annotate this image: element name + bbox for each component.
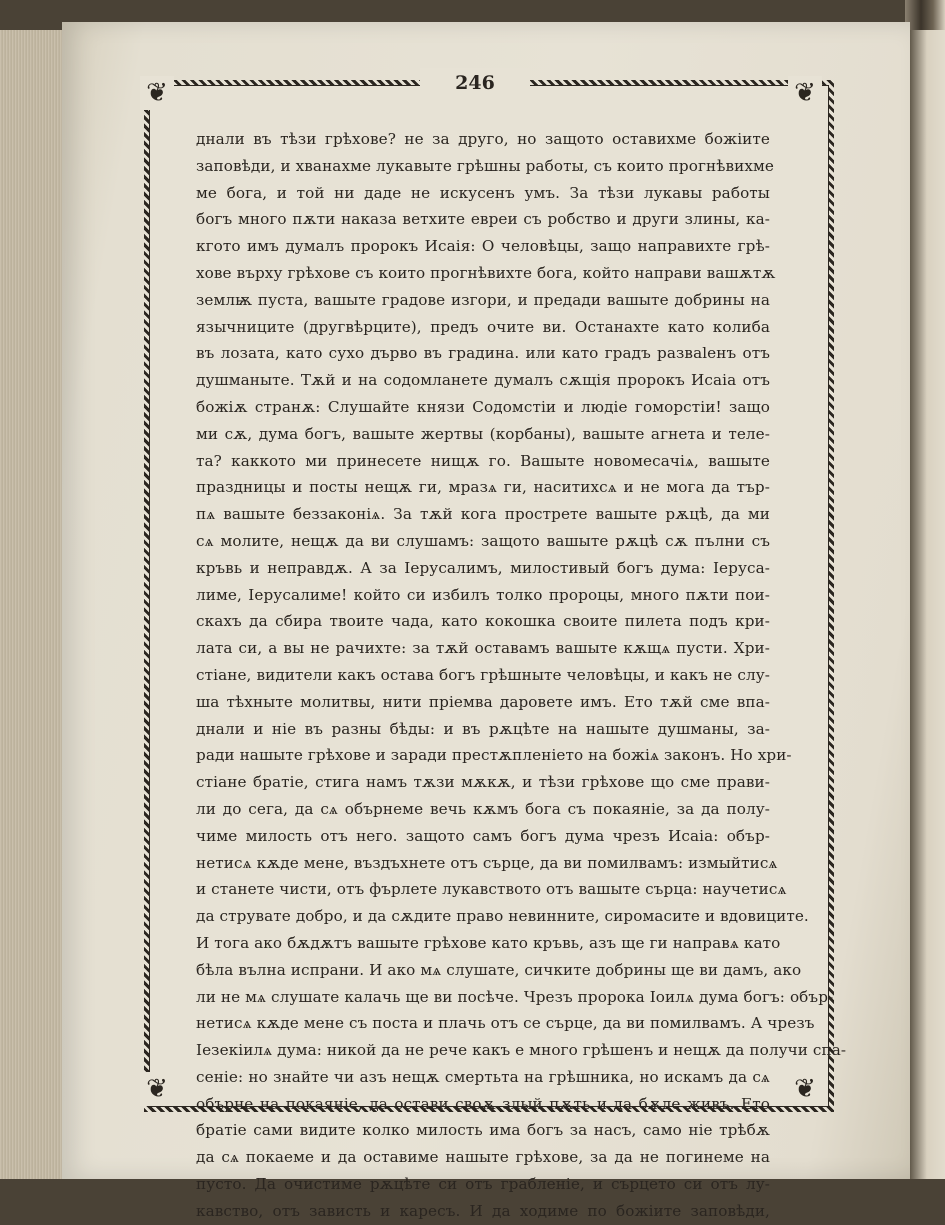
text-line: ли до сега, да сѧ обърнеме вечь кѫмъ бога съ покаяніе, за да полу- [196, 799, 770, 818]
text-line: да струвате добро, и да сѫдите право невинните, сиромасите и вдовиците. [196, 907, 809, 926]
text-line: кавство, отъ зависть и каресъ. И да ходиме по божіите заповѣди, [196, 1201, 770, 1220]
text-line: душманыте. Тѫй и на содомланете думалъ сѫщія пророкъ Исаіа отъ [196, 371, 770, 390]
book-page-edges [0, 30, 70, 1179]
text-line: заповѣди, и хванахме лукавыте грѣшны работы, съ които прогнѣвихме [196, 156, 775, 175]
text-line: братіе сами видите колко милость има богъ за насъ, само ніе трѣбѫ [196, 1121, 770, 1140]
text-line: днали и ніе въ разны бѣды: и въ рѫцѣте на нашыте душманы, за- [196, 719, 770, 738]
page-number: 246 [455, 72, 495, 94]
text-line: бѣла вълна испрани. И ако мѧ слушате, сичките добрины ще ви дамъ, ако [196, 960, 802, 979]
text-line: кгото имъ думалъ пророкъ Исаія: О человѣцы, защо направихте грѣ- [196, 237, 770, 256]
text-line: нетисѧ кѫде мене, въздъхнете отъ сърце, да ви помилвамъ: измыйтисѧ [196, 853, 778, 872]
text-line: язычниците (другвѣрците), предъ очите ви. Останахте като колиба [196, 317, 770, 336]
body-text [196, 126, 847, 1225]
text-line: пѧ вашыте беззаконіѧ. За тѫй кога прострете вашыте рѫцѣ, да ми [196, 505, 770, 524]
text-line: богъ много пѫти наказа ветхите евреи съ робство и други злины, ка- [196, 210, 770, 229]
text-line: ли не мѧ слушате калачь ще ви посѣче. Чрезъ пророка Іоилѧ дума богъ: обър- [196, 987, 834, 1006]
text-line: ми сѫ, дума богъ, вашыте жертвы (корбаны), вашыте агнета и теле- [196, 424, 770, 443]
text-line: лата си, а вы не рачихте: за тѫй оставамъ вашыте кѫщѧ пусти. Хри- [196, 639, 770, 658]
right-page-edge [909, 30, 945, 1179]
text-line: и станете чисти, отъ фърлете лукавството отъ вашыте сърца: научетисѧ [196, 880, 787, 899]
text-line: ме бога, и той ни даде не искусенъ умъ. За тѣзи лукавы работы [196, 183, 770, 202]
text-line: кръвь и неправдѫ. А за Іерусалимъ, милостивый богъ дума: Іеруса- [196, 558, 770, 577]
text-line: сеніе: но знайте чи азъ нещѫ смертьта на грѣшника, но искамъ да сѧ [196, 1067, 770, 1086]
text-line: сѧ молите, нещѫ да ви слушамъ: защото вашыте рѫцѣ сѫ пълни съ [196, 531, 770, 550]
text-line: стіане братіе, стига намъ тѫзи мѫкѫ, и тѣзи грѣхове що сме прави- [196, 773, 770, 792]
text-line: пусто. Да очистиме рѫцѣте си отъ грабленіе, и сърцето си отъ лу- [196, 1175, 770, 1194]
corner-ornament-icon: ❦ [140, 1072, 174, 1106]
text-line: да сѧ покаеме и да оставиме нашыте грѣхове, за да не погинеме на [196, 1148, 770, 1167]
text-line: обърне на покаяніе, да остави своѫ злый пѫть и да бѫде живъ. Ето [196, 1094, 770, 1113]
page-header [420, 68, 530, 98]
corner-ornament-icon: ❦ [788, 76, 822, 110]
text-line: праздницы и посты нещѫ ги, мразѧ ги, наситихсѧ и не мога да тър- [196, 478, 770, 497]
text-line: хове върху грѣхове съ които прогнѣвихте бога, който направи вашѫтѫ [196, 263, 776, 282]
text-line: чиме милость отъ него. защото самъ богъ дума чрезъ Исаіа: обър- [196, 826, 770, 845]
text-line: днали въ тѣзи грѣхове? не за друго, но защото оставихме божіите [196, 130, 770, 148]
corner-ornament-icon: ❦ [140, 76, 174, 110]
text-line: въ лозата, като сухо дърво въ градина. или като градъ развalенъ отъ [196, 344, 770, 363]
text-line: та? каккото ми принесете нищѫ го. Вашыте новомесачіѧ, вашыте [196, 451, 770, 470]
text-line: лиме, Іерусалиме! който си избилъ толко пророцы, много пѫти пои- [196, 585, 770, 604]
text-line: Іезекіилѧ дума: никой да не рече какъ е много грѣшенъ и нещѫ да получи спа- [196, 1041, 847, 1060]
text-line: ради нашыте грѣхове и заради престѫпленіето на божіѧ законъ. Но хри- [196, 746, 792, 765]
corner-ornament-icon: ❦ [788, 1072, 822, 1106]
text-line: И тога ако бѫдѫтъ вашыте грѣхове като кръвь, азъ ще ги направѧ като [196, 933, 781, 952]
text-line: нетисѧ кѫде мене съ поста и плачь отъ се сърце, да ви помилвамъ. А чрезъ [196, 1014, 815, 1033]
text-line: стіане, видители какъ остава богъ грѣшныте человѣцы, и какъ не слу- [196, 665, 770, 684]
text-line: божіѫ странѫ: Слушайте князи Содомстіи и людіе гоморстіи! защо [196, 397, 770, 416]
text-line: ша тѣхныте молитвы, нити пріемва даровете имъ. Ето тѫй сме впа- [196, 692, 770, 711]
text-line: землѭ пуста, вашыте градове изгори, и предади вашыте добрины на [196, 290, 770, 309]
text-line: скахъ да сбира твоите чада, като кокошка своите пилета подъ кри- [196, 612, 770, 631]
